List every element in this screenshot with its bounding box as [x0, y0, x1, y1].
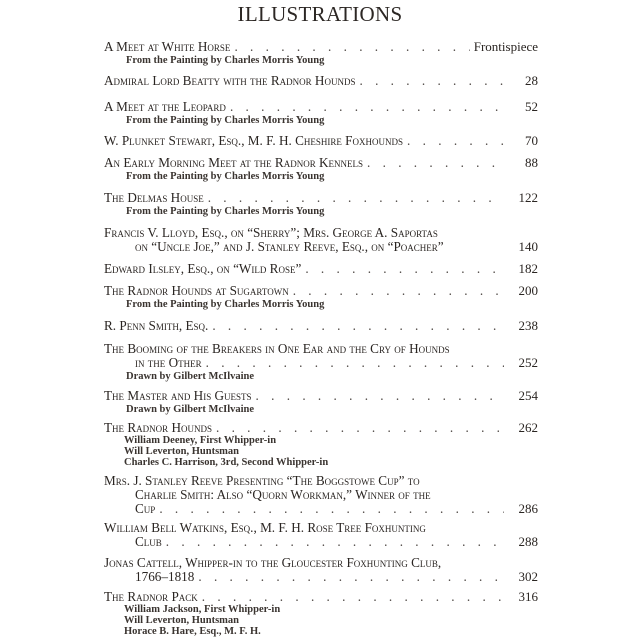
entry-credit: William Deeney, First Whipper-in [124, 435, 277, 446]
entry-title-continued: 1766–1818 [135, 569, 195, 584]
entry-credit: Will Leverton, Huntsman [124, 615, 240, 626]
leader-dots [301, 262, 504, 276]
entry-credit: Drawn by Gilbert McIlvaine [126, 404, 255, 415]
page-number: 316 [518, 589, 538, 604]
leader-dots [155, 502, 504, 516]
page-number: 140 [518, 239, 538, 254]
illustration-entry [104, 319, 538, 333]
illustration-entry [104, 262, 538, 276]
entry-title: The Radnor Hounds [104, 420, 212, 435]
entry-credit: Will Leverton, Huntsman [124, 446, 240, 457]
leader-dots [162, 535, 504, 549]
entry-title: Edward Ilsley, Esq., on “Wild Rose” [104, 261, 302, 276]
leader-dots [204, 191, 504, 205]
leader-dots [194, 570, 504, 584]
leader-dots [198, 590, 504, 604]
illustration-entry [104, 556, 538, 584]
leader-dots [289, 284, 504, 298]
entry-title: An Early Morning Meet at the Radnor Kennels [104, 155, 364, 170]
page-number: 238 [518, 318, 538, 333]
illustration-entry [104, 226, 538, 254]
leader-dots [252, 389, 504, 403]
leader-dots [363, 156, 504, 170]
illustration-entry [104, 40, 538, 66]
entry-title-continued: in the Other [135, 355, 202, 370]
page-number: 254 [518, 388, 538, 403]
entry-title: The Delmas House [104, 190, 204, 205]
illustration-entry [104, 156, 538, 182]
page-number: 262 [518, 420, 538, 435]
entry-title: A Meet at the Leopard [104, 99, 226, 114]
page-number: 302 [518, 569, 538, 584]
illustration-entry [104, 342, 538, 382]
page-number: Frontispiece [473, 39, 538, 54]
illustration-entry [104, 191, 538, 217]
illustration-entry [104, 474, 538, 516]
entry-title-continued: Cup [135, 501, 156, 516]
page-number: 252 [518, 355, 538, 370]
entry-title: The Booming of the Breakers in One Ear and the Cry of Hounds [104, 341, 450, 356]
entry-title: Mrs. J. Stanley Reeve Presenting “The Boggstowe Cup” to [104, 473, 420, 488]
illustration-entry [104, 284, 538, 310]
illustration-entry [104, 521, 538, 549]
illustration-entry [104, 100, 538, 126]
illustration-entry [104, 421, 538, 468]
entry-credit: From the Painting by Charles Morris Young [126, 171, 325, 182]
entry-title-continued: Club [135, 534, 162, 549]
illustration-entry [104, 590, 538, 637]
entry-title: W. Plunket Stewart, Esq., M. F. H. Cheshire Foxhounds [104, 133, 404, 148]
page-number: 286 [518, 501, 538, 516]
leader-dots [226, 100, 504, 114]
page-title: ILLUSTRATIONS [237, 2, 403, 26]
leader-dots [212, 421, 504, 435]
entry-credit: From the Painting by Charles Morris Young [126, 55, 325, 66]
page-number: 182 [518, 261, 538, 276]
entry-title-continued: Charlie Smith: Also “Quorn Workman,” Winner of the [135, 487, 431, 502]
entry-credit: Drawn by Gilbert McIlvaine [126, 371, 255, 382]
page-number: 28 [525, 73, 538, 88]
entry-credit: Horace B. Hare, Esq., M. F. H. [124, 626, 261, 637]
entry-title: Jonas Cattell, Whipper-in to the Gloucester Foxhunting Club, [104, 555, 442, 570]
entry-credit: Charles C. Harrison, 3rd, Second Whipper-in [124, 457, 329, 468]
entry-title: Francis V. Lloyd, Esq., on “Sherry”; Mrs. George A. Saportas [104, 225, 438, 240]
illustration-entry [104, 74, 538, 88]
entry-title: The Radnor Pack [104, 589, 198, 604]
leader-dots [403, 134, 504, 148]
page-number: 70 [525, 133, 538, 148]
entry-title-continued: on “Uncle Joe,” and J. Stanley Reeve, Esq., on “Poacher” [135, 239, 444, 254]
entry-title: The Radnor Hounds at Sugartown [104, 283, 289, 298]
entry-credit: From the Painting by Charles Morris Young [126, 115, 325, 126]
leader-dots [208, 319, 504, 333]
illustration-entry [104, 134, 538, 148]
entry-title: R. Penn Smith, Esq. [104, 318, 209, 333]
leader-dots [230, 40, 469, 54]
leader-dots [202, 356, 504, 370]
leader-dots [355, 74, 504, 88]
entry-title: The Master and His Guests [104, 388, 252, 403]
page-number: 122 [518, 190, 538, 205]
entry-credit: From the Painting by Charles Morris Young [126, 299, 325, 310]
entry-credit: William Jackson, First Whipper-in [124, 604, 281, 615]
page-number: 52 [525, 99, 538, 114]
page-number: 200 [518, 283, 538, 298]
page-number: 88 [525, 155, 538, 170]
illustration-entry [104, 389, 538, 415]
entry-credit: From the Painting by Charles Morris Young [126, 206, 325, 217]
page-number: 288 [518, 534, 538, 549]
entry-title: A Meet at White Horse [104, 39, 231, 54]
entry-title: William Bell Watkins, Esq., M. F. H. Rose Tree Foxhunting [104, 520, 426, 535]
entry-title: Admiral Lord Beatty with the Radnor Hounds [104, 73, 356, 88]
